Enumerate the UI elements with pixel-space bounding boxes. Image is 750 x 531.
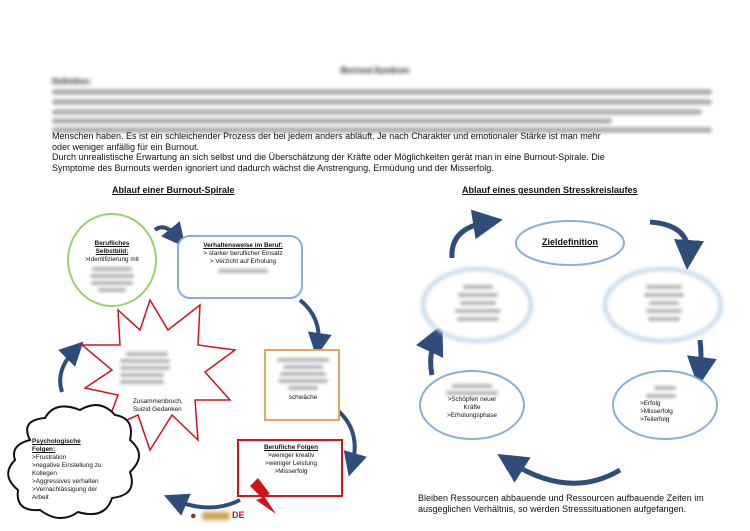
blurred-text-line	[288, 386, 318, 390]
right-section-heading: Ablauf eines gesunden Stresskreislaufes	[462, 185, 638, 195]
blurred-text-line	[120, 366, 170, 370]
blurred-text-line	[644, 293, 684, 297]
paragraph-line: Durch unrealistische Erwartung an sich selbst und die Überschätzung der Kräfte oder Möglichkeiten gerät man in eine Burnout-Spirale. Die	[52, 152, 605, 162]
footer-line: ausgeglichen Verhältnis, so werden Stresssituationen aufgefangen.	[418, 504, 687, 514]
blurred-text-line	[90, 274, 134, 278]
zieldefinition-label: Zieldefinition	[542, 237, 598, 247]
blurred-text-line	[280, 372, 326, 376]
psychologische-item: Arbeit	[32, 494, 49, 501]
verhaltensweise-item: > Verzicht auf Erholung	[209, 258, 277, 265]
psychologische-item: Kollegen	[32, 470, 57, 477]
footer-line: Bleiben Ressourcen abbauende und Ressourcen aufbauende Zeiten im	[418, 493, 704, 503]
arrow-berufliche-to-logo	[175, 500, 240, 508]
blurred-text-line	[278, 379, 328, 383]
logo-blurred-text	[202, 512, 230, 520]
right-node-right-text	[636, 285, 692, 325]
blurred-text-line	[52, 89, 712, 95]
star-node	[118, 352, 188, 388]
bottom-left-item: >Schöpfen neuer	[447, 396, 497, 403]
berufliche-item: >weniger Leistung	[264, 460, 318, 467]
bottom-right-item: >Erfolg	[640, 400, 661, 407]
paragraph-line: Symptome des Burnouts werden ignoriert und dadurch wächst die Anstrengung, Ermüdung und der Misserfolg.	[52, 162, 494, 173]
blurred-text-line	[654, 386, 676, 390]
blurred-text-line	[446, 391, 498, 395]
dog-icon: ●	[190, 510, 197, 522]
psychologische-node	[32, 438, 128, 502]
blurred-text-line	[457, 317, 499, 321]
star-text-line: Suizid Gedanken	[133, 406, 182, 413]
definition-heading: Definition:	[52, 77, 92, 86]
arrow-right-top-right	[650, 222, 688, 255]
selbstbild-title: Berufliches	[94, 240, 130, 247]
blurred-text-line	[646, 309, 682, 313]
blurred-text-line	[455, 309, 501, 313]
blurred-text-line	[283, 365, 323, 369]
blurred-text-line	[120, 380, 164, 384]
arrow-right-bottom	[510, 462, 620, 483]
blurred-text-line	[92, 267, 132, 271]
berufliche-node	[244, 444, 338, 476]
psychologische-title: Psychologische	[32, 438, 81, 445]
star-text-line: Zusammenbruch,	[133, 398, 183, 405]
blurred-text-line	[52, 109, 702, 115]
blurred-text-line	[463, 285, 493, 289]
psychologische-item: >Frustration	[32, 454, 67, 461]
blurred-text-line	[52, 99, 712, 105]
arrow-right-side-right	[700, 340, 701, 372]
arrow-right-top-left	[452, 222, 488, 258]
blurred-text-line	[91, 281, 133, 285]
selbstbild-title: Selbstbild:	[95, 248, 129, 255]
verhaltensweise-item: > starker beruflicher Einsatz	[203, 250, 283, 257]
blurred-text-line	[120, 373, 164, 377]
blurred-text-line	[120, 359, 170, 363]
psychologische-item: >Vernachlässigung der	[32, 486, 98, 493]
paragraph-line: oder weniger anfällig für ein Burnout.	[52, 141, 200, 152]
blurred-text-line	[52, 118, 612, 124]
right-node-left-text	[450, 285, 506, 325]
blurred-text-line	[126, 352, 168, 356]
arrow-selbstbild-to-verhalten	[155, 227, 178, 238]
psychologische-item: >negative Einstellung zu	[32, 462, 102, 469]
verhaltensweise-node	[188, 242, 298, 273]
star-text	[133, 398, 203, 414]
right-footer	[418, 493, 743, 515]
blurred-text-line	[218, 269, 268, 273]
psychologische-title: Folgen:	[32, 446, 56, 453]
arrow-psych-to-selbstbild	[60, 350, 75, 392]
arrow-verhalten-to-orange	[300, 300, 319, 345]
blurred-text-line	[648, 317, 680, 321]
logo-text: DE	[232, 510, 245, 520]
selbstbild-item: >Identifizierung mit	[85, 256, 139, 263]
selbstbild-node	[74, 240, 150, 292]
right-node-bottom-left-text	[436, 384, 508, 420]
blurred-text-line	[98, 288, 126, 292]
bottom-right-item: >Misserfolg	[640, 408, 673, 415]
blurred-text-line	[646, 394, 676, 398]
blurred-text-line	[277, 358, 329, 362]
blurred-text-line	[649, 301, 679, 305]
bottom-left-item: >Erholungsphase	[447, 412, 497, 419]
berufliche-item: >weniger kreativ	[267, 452, 315, 459]
blurred-text-line	[460, 301, 496, 305]
blurred-text-line	[458, 293, 498, 297]
right-node-bottom-right-text	[640, 386, 696, 424]
left-section-heading: Ablauf einer Burnout-Spirale	[112, 185, 235, 195]
berufliche-title: Berufliche Folgen	[264, 444, 318, 451]
bottom-right-item: >Teilerfolg	[640, 416, 670, 423]
orange-node	[270, 358, 336, 402]
blurred-text-line	[646, 285, 682, 289]
definition-paragraph	[52, 131, 712, 173]
document-title: Burnout-Syndrom	[340, 66, 410, 75]
verhaltensweise-title: Verhaltensweise im Beruf:	[203, 242, 283, 249]
arrow-right-side-left	[431, 338, 436, 375]
site-logo	[190, 510, 270, 526]
orange-node-text: schwäche	[288, 394, 318, 401]
bottom-left-item: Kräfte	[463, 404, 481, 411]
blurred-text-line	[452, 384, 492, 388]
paragraph-line: Menschen haben. Es ist ein schleichender Prozess der bei jedem anders abläuft. Je nach Charakter und emotionaler Stärke ist man mehr	[52, 131, 601, 141]
berufliche-item: >Misserfolg	[274, 468, 308, 475]
psychologische-item: >Aggressives verhalten	[32, 478, 99, 485]
